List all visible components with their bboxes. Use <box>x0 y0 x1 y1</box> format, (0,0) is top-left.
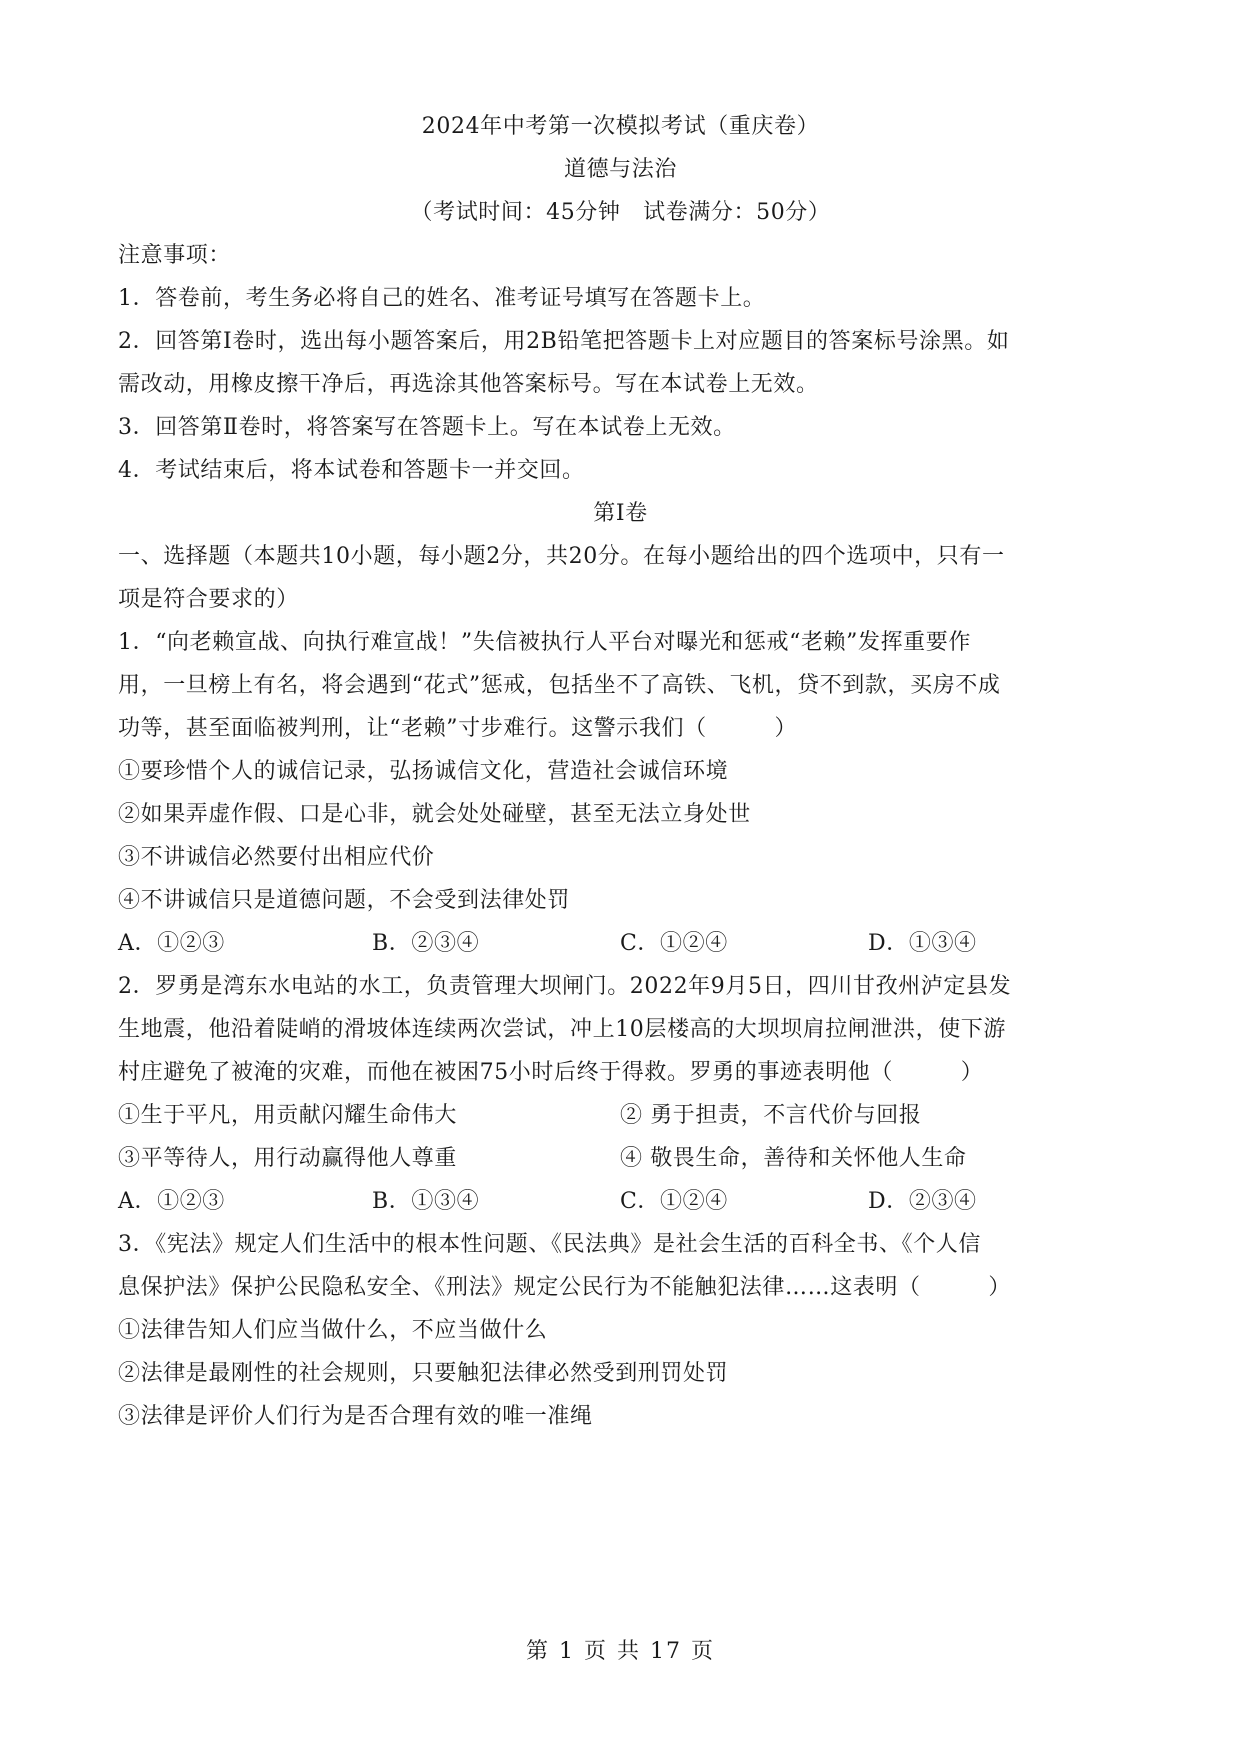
notice-item-2-line-2: 需改动，用橡皮擦干净后，再选涂其他答案标号。写在本试卷上无效。 <box>118 372 819 397</box>
q1-option-d: D．①③④ <box>868 931 977 956</box>
q3-stem-line-1: 3．《宪法》规定人们生活中的根本性问题、《民法典》是社会生活的百科全书、《个人信 <box>118 1232 981 1257</box>
notice-item-4: 4．考试结束后，将本试卷和答题卡一并交回。 <box>118 458 585 483</box>
notice-item-2-line-1: 2．回答第Ⅰ卷时，选出每小题答案后，用2B铅笔把答题卡上对应题目的答案标号涂黑。如 <box>118 329 1010 354</box>
q1-stem-line-1: 1．“向老赖宣战、向执行难宣战！”失信被执行人平台对曝光和惩戒“老赖”发挥重要作 <box>118 630 971 655</box>
q1-option-b: B．②③④ <box>372 931 480 956</box>
notice-item-1: 1．答卷前，考生务必将自己的姓名、准考证号填写在答题卡上。 <box>118 286 766 311</box>
q1-option-a: A．①②③ <box>118 931 225 956</box>
q1-stem-line-2: 用，一旦榜上有名，将会遇到“花式”惩戒，包括坐不了高铁、飞机，贷不到款，买房不成 <box>118 673 1001 698</box>
subject-title: 道德与法治 <box>563 157 677 182</box>
exam-info: （考试时间：45分钟 试卷满分：50分） <box>410 200 831 225</box>
q3-stem-line-2: 息保护法》保护公民隐私安全、《刑法》规定公民行为不能触犯法律……这表明（ ） <box>118 1275 1012 1300</box>
volume-title: 第Ⅰ卷 <box>593 501 648 526</box>
q1-option-c: C．①②④ <box>620 931 728 956</box>
q2-statement-4: ④ 敬畏生命，善待和关怀他人生命 <box>620 1146 967 1171</box>
q2-stem-line-2: 生地震，他沿着陡峭的滑坡体连续两次尝试，冲上10层楼高的大坝坝肩拉闸泄洪，使下游 <box>118 1017 1006 1042</box>
q3-statement-2: ②法律是最刚性的社会规则，只要触犯法律必然受到刑罚处罚 <box>118 1361 729 1386</box>
q3-statement-1: ①法律告知人们应当做什么，不应当做什么 <box>118 1318 548 1343</box>
q1-stem-line-3: 功等，甚至面临被判刑，让“老赖”寸步难行。这警示我们（ ） <box>118 716 798 741</box>
q2-option-c: C．①②④ <box>620 1189 728 1214</box>
q1-statement-3: ③不讲诚信必然要付出相应代价 <box>118 845 435 870</box>
q2-option-b: B．①③④ <box>372 1189 480 1214</box>
q1-statement-2: ②如果弄虚作假、口是心非，就会处处碰壁，甚至无法立身处世 <box>118 802 751 827</box>
q1-statement-4: ④不讲诚信只是道德问题，不会受到法律处罚 <box>118 888 571 913</box>
q2-option-a: A．①②③ <box>118 1189 225 1214</box>
section-instructions-line-1: 一、选择题（本题共10小题，每小题2分，共20分。在每小题给出的四个选项中，只有一 <box>118 544 1005 569</box>
q2-statement-3: ③平等待人，用行动赢得他人尊重 <box>118 1146 458 1171</box>
notice-heading: 注意事项： <box>118 243 232 268</box>
q1-statement-1: ①要珍惜个人的诚信记录，弘扬诚信文化，营造社会诚信环境 <box>118 759 729 784</box>
q3-statement-3: ③法律是评价人们行为是否合理有效的唯一准绳 <box>118 1404 593 1429</box>
exam-title: 2024年中考第一次模拟考试（重庆卷） <box>421 114 820 139</box>
q2-statement-2: ② 勇于担责，不言代价与回报 <box>620 1103 922 1128</box>
q2-statement-1: ①生于平凡，用贡献闪耀生命伟大 <box>118 1103 458 1128</box>
notice-item-3: 3．回答第Ⅱ卷时，将答案写在答题卡上。写在本试卷上无效。 <box>118 415 736 440</box>
q2-stem-line-3: 村庄避免了被淹的灾难，而他在被困75小时后终于得救。罗勇的事迹表明他（ ） <box>118 1060 984 1085</box>
q2-option-d: D．②③④ <box>868 1189 977 1214</box>
page-number: 第 1 页 共 17 页 <box>526 1639 715 1664</box>
q2-stem-line-1: 2．罗勇是湾东水电站的水工，负责管理大坝闸门。2022年9月5日，四川甘孜州泸定县发 <box>118 974 1012 999</box>
section-instructions-line-2: 项是符合要求的） <box>118 587 299 612</box>
